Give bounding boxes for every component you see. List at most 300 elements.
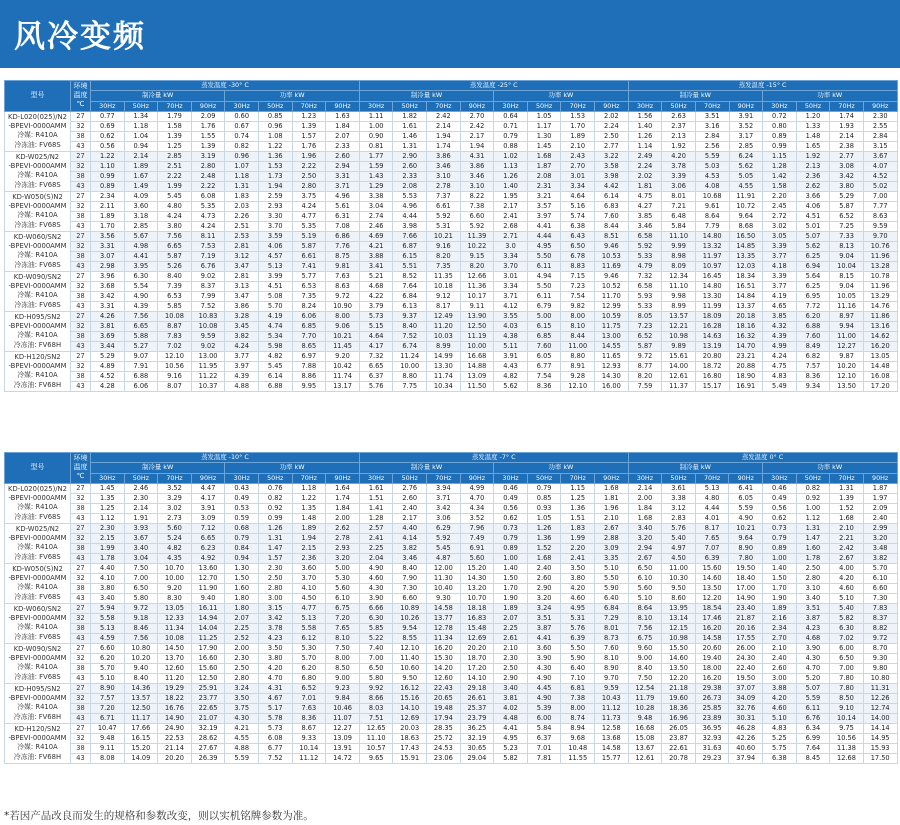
value-cell: 0.60 bbox=[225, 111, 259, 121]
value-cell: 2.24 bbox=[595, 121, 629, 131]
value-cell: 6.83 bbox=[595, 201, 629, 211]
value-cell: 9.33 bbox=[292, 733, 326, 743]
value-cell: 4.41 bbox=[494, 723, 528, 733]
value-cell: 6.08 bbox=[258, 733, 292, 743]
value-cell: 5.45 bbox=[427, 543, 461, 553]
value-cell: 16.20 bbox=[863, 341, 897, 351]
value-cell: 0.43 bbox=[225, 483, 259, 493]
value-cell: 6.65 bbox=[158, 241, 192, 251]
value-cell: 8.07 bbox=[158, 381, 192, 391]
header-frequency: 70Hz bbox=[158, 473, 192, 483]
value-cell: 1.89 bbox=[763, 603, 797, 613]
value-cell: 8.83 bbox=[561, 261, 595, 271]
value-cell: 6.77 bbox=[527, 361, 561, 371]
value-cell: 4.06 bbox=[258, 241, 292, 251]
value-cell: 16.15 bbox=[124, 733, 158, 743]
value-cell: 8.87 bbox=[158, 321, 192, 331]
table-row bbox=[5, 141, 898, 151]
value-cell: 6.88 bbox=[258, 381, 292, 391]
value-cell: 5.13 bbox=[292, 613, 326, 623]
ambient-temp-cell: 32 bbox=[71, 321, 91, 331]
value-cell: 1.12 bbox=[91, 513, 125, 523]
header-frequency: 70Hz bbox=[830, 101, 864, 111]
value-cell: 3.97 bbox=[527, 211, 561, 221]
value-cell: 2.40 bbox=[527, 563, 561, 573]
value-cell: 5.20 bbox=[796, 673, 830, 683]
value-cell: 7.02 bbox=[158, 341, 192, 351]
model-line: 冷媒: R410A bbox=[17, 543, 58, 552]
value-cell: 3.90 bbox=[527, 653, 561, 663]
value-cell: 10.46 bbox=[326, 703, 360, 713]
value-cell: 9.11 bbox=[91, 743, 125, 753]
value-cell: 23.79 bbox=[460, 713, 494, 723]
value-cell: 5.73 bbox=[258, 723, 292, 733]
value-cell: 4.90 bbox=[527, 673, 561, 683]
value-cell: 5.29 bbox=[91, 351, 125, 361]
value-cell: 3.46 bbox=[393, 553, 427, 563]
value-cell: 7.83 bbox=[863, 603, 897, 613]
value-cell: 0.82 bbox=[796, 483, 830, 493]
performance-table-high-temp bbox=[4, 452, 898, 764]
model-line: KD-L020(025)/N2 bbox=[8, 484, 67, 493]
header-power: 功率 kW bbox=[763, 463, 897, 473]
value-cell: 2.60 bbox=[393, 493, 427, 503]
value-cell: 14.36 bbox=[124, 683, 158, 693]
value-cell: 4.30 bbox=[527, 663, 561, 673]
value-cell: 3.50 bbox=[225, 693, 259, 703]
value-cell: 1.89 bbox=[91, 211, 125, 221]
value-cell: 22.61 bbox=[662, 743, 696, 753]
value-cell: 2.20 bbox=[763, 191, 797, 201]
value-cell: 4.20 bbox=[258, 663, 292, 673]
value-cell: 3.46 bbox=[427, 161, 461, 171]
model-line: 冷媒: R410A bbox=[17, 623, 58, 632]
value-cell: 4.57 bbox=[258, 251, 292, 261]
value-cell: 1.48 bbox=[796, 131, 830, 141]
value-cell: 2.50 bbox=[225, 663, 259, 673]
value-cell: 8.99 bbox=[427, 341, 461, 351]
header-frequency: 50Hz bbox=[124, 473, 158, 483]
value-cell: 5.70 bbox=[258, 301, 292, 311]
value-cell: 8.24 bbox=[292, 301, 326, 311]
value-cell: 6.50 bbox=[124, 583, 158, 593]
value-cell: 10.98 bbox=[662, 633, 696, 643]
value-cell: 20.88 bbox=[729, 361, 763, 371]
value-cell: 5.08 bbox=[258, 291, 292, 301]
value-cell: 1.92 bbox=[662, 141, 696, 151]
model-line: 冷媒: R410A bbox=[17, 503, 58, 512]
value-cell: 8.10 bbox=[561, 321, 595, 331]
value-cell: 4.26 bbox=[91, 311, 125, 321]
value-cell: 4.31 bbox=[258, 683, 292, 693]
table-row bbox=[5, 483, 898, 493]
value-cell: 12.15 bbox=[662, 623, 696, 633]
value-cell: 8.40 bbox=[393, 563, 427, 573]
table-row bbox=[5, 613, 898, 623]
value-cell: 2.48 bbox=[191, 171, 225, 181]
value-cell: 7.35 bbox=[292, 291, 326, 301]
value-cell: 3.81 bbox=[91, 321, 125, 331]
value-cell: 1.00 bbox=[359, 121, 393, 131]
value-cell: 5.35 bbox=[292, 221, 326, 231]
value-cell: 0.93 bbox=[527, 503, 561, 513]
value-cell: 6.30 bbox=[359, 613, 393, 623]
value-cell: 10.08 bbox=[158, 311, 192, 321]
value-cell: 6.11 bbox=[527, 261, 561, 271]
value-cell: 3.97 bbox=[225, 361, 259, 371]
value-cell: 5.19 bbox=[292, 231, 326, 241]
value-cell: 36.25 bbox=[460, 723, 494, 733]
value-cell: 1.22 bbox=[292, 493, 326, 503]
value-cell: 7.23 bbox=[628, 321, 662, 331]
value-cell: 8.86 bbox=[292, 371, 326, 381]
value-cell: 7.08 bbox=[326, 221, 360, 231]
value-cell: 24.30 bbox=[729, 653, 763, 663]
model-line: -BPEVI-0000AMM bbox=[8, 362, 67, 371]
table-row bbox=[5, 191, 898, 201]
value-cell: 4.40 bbox=[393, 523, 427, 533]
header-model: 型号 bbox=[5, 81, 71, 112]
model-line: 冷冻油: FV68S bbox=[14, 300, 61, 309]
value-cell: 4.55 bbox=[729, 181, 763, 191]
model-line: -BPEVI-0000AMM bbox=[8, 242, 67, 251]
value-cell: 5.01 bbox=[796, 221, 830, 231]
value-cell: 6.97 bbox=[292, 351, 326, 361]
value-cell: 9.11 bbox=[460, 301, 494, 311]
value-cell: 9.15 bbox=[460, 251, 494, 261]
value-cell: 1.70 bbox=[561, 121, 595, 131]
value-cell: 9.92 bbox=[359, 683, 393, 693]
value-cell: 21.07 bbox=[191, 713, 225, 723]
ambient-temp-cell: 32 bbox=[71, 733, 91, 743]
value-cell: 2.36 bbox=[292, 553, 326, 563]
value-cell: 4.44 bbox=[527, 231, 561, 241]
value-cell: 17.94 bbox=[427, 713, 461, 723]
value-cell: 10.30 bbox=[662, 573, 696, 583]
header-frequency: 50Hz bbox=[124, 101, 158, 111]
value-cell: 2.50 bbox=[796, 563, 830, 573]
value-cell: 13.77 bbox=[427, 613, 461, 623]
value-cell: 7.56 bbox=[124, 311, 158, 321]
value-cell: 9.20 bbox=[326, 351, 360, 361]
value-cell: 3.91 bbox=[494, 351, 528, 361]
table-row bbox=[5, 331, 898, 341]
value-cell: 9.46 bbox=[595, 271, 629, 281]
value-cell: 3.79 bbox=[359, 301, 393, 311]
value-cell: 5.60 bbox=[628, 583, 662, 593]
value-cell: 6.23 bbox=[191, 543, 225, 553]
value-cell: 12.49 bbox=[427, 311, 461, 321]
value-cell: 5.26 bbox=[158, 261, 192, 271]
value-cell: 6.85 bbox=[292, 321, 326, 331]
value-cell: 3.47 bbox=[225, 261, 259, 271]
value-cell: 1.18 bbox=[124, 121, 158, 131]
value-cell: 4.41 bbox=[124, 251, 158, 261]
value-cell: 7.19 bbox=[191, 251, 225, 261]
value-cell: 2.40 bbox=[863, 513, 897, 523]
header-frequency: 90Hz bbox=[326, 101, 360, 111]
value-cell: 2.30 bbox=[258, 563, 292, 573]
value-cell: 3.61 bbox=[662, 483, 696, 493]
value-cell: 1.80 bbox=[225, 593, 259, 603]
value-cell: 2.07 bbox=[225, 613, 259, 623]
value-cell: 10.20 bbox=[830, 361, 864, 371]
value-cell: 2.52 bbox=[225, 633, 259, 643]
value-cell: 10.00 bbox=[158, 573, 192, 583]
table-row bbox=[5, 131, 898, 141]
value-cell: 4.00 bbox=[830, 563, 864, 573]
model-line: KD-W060/SN2 bbox=[13, 232, 62, 241]
value-cell: 1.57 bbox=[258, 553, 292, 563]
value-cell: 3.46 bbox=[628, 221, 662, 231]
value-cell: 2.80 bbox=[292, 181, 326, 191]
model-line: KD-W060/SN2 bbox=[13, 604, 62, 613]
value-cell: 3.08 bbox=[830, 161, 864, 171]
value-cell: 7.81 bbox=[527, 753, 561, 763]
value-cell: 3.77 bbox=[763, 251, 797, 261]
value-cell: 3.58 bbox=[595, 161, 629, 171]
value-cell: 20.78 bbox=[662, 753, 696, 763]
value-cell: 3.59 bbox=[258, 231, 292, 241]
value-cell: 0.62 bbox=[494, 513, 528, 523]
value-cell: 2.85 bbox=[124, 221, 158, 231]
model-line: -BPEVI-0000AMM bbox=[8, 574, 67, 583]
value-cell: 2.84 bbox=[863, 131, 897, 141]
value-cell: 5.00 bbox=[326, 563, 360, 573]
value-cell: 10.18 bbox=[427, 281, 461, 291]
value-cell: 14.63 bbox=[695, 331, 729, 341]
value-cell: 5.24 bbox=[158, 533, 192, 543]
header-frequency: 90Hz bbox=[326, 473, 360, 483]
value-cell: 3.82 bbox=[225, 331, 259, 341]
value-cell: 6.15 bbox=[527, 321, 561, 331]
value-cell: 4.90 bbox=[124, 291, 158, 301]
value-cell: 0.80 bbox=[763, 121, 797, 131]
value-cell: 5.54 bbox=[124, 281, 158, 291]
value-cell: 13.30 bbox=[695, 291, 729, 301]
value-cell: 7.56 bbox=[158, 231, 192, 241]
value-cell: 8.08 bbox=[91, 753, 125, 763]
value-cell: 0.46 bbox=[494, 483, 528, 493]
value-cell: 1.40 bbox=[763, 563, 797, 573]
value-cell: 9.81 bbox=[326, 261, 360, 271]
value-cell: 11.25 bbox=[191, 633, 225, 643]
value-cell: 5.10 bbox=[763, 713, 797, 723]
value-cell: 4.73 bbox=[191, 211, 225, 221]
value-cell: 12.10 bbox=[830, 371, 864, 381]
value-cell: 9.65 bbox=[359, 753, 393, 763]
header-frequency: 50Hz bbox=[527, 101, 561, 111]
table-row bbox=[5, 553, 898, 563]
table-row bbox=[5, 503, 898, 513]
value-cell: 8.70 bbox=[863, 643, 897, 653]
value-cell: 8.75 bbox=[326, 251, 360, 261]
model-line: 冷冻油: FV68S bbox=[14, 632, 61, 641]
value-cell: 5.22 bbox=[359, 633, 393, 643]
value-cell: 2.56 bbox=[695, 141, 729, 151]
value-cell: 3.45 bbox=[225, 321, 259, 331]
value-cell: 1.55 bbox=[191, 131, 225, 141]
value-cell: 7.10 bbox=[561, 673, 595, 683]
value-cell: 3.39 bbox=[763, 271, 797, 281]
model-line: -BPEVI-0000AMM bbox=[8, 322, 67, 331]
value-cell: 3.28 bbox=[225, 311, 259, 321]
value-cell: 14.60 bbox=[695, 573, 729, 583]
value-cell: 5.88 bbox=[124, 331, 158, 341]
value-cell: 18.34 bbox=[729, 271, 763, 281]
value-cell: 4.30 bbox=[225, 713, 259, 723]
value-cell: 8.60 bbox=[662, 593, 696, 603]
value-cell: 5.33 bbox=[628, 251, 662, 261]
value-cell: 11.19 bbox=[460, 331, 494, 341]
value-cell: 8.52 bbox=[393, 271, 427, 281]
value-cell: 7.00 bbox=[863, 191, 897, 201]
value-cell: 7.39 bbox=[158, 281, 192, 291]
value-cell: 3.20 bbox=[863, 533, 897, 543]
value-cell: 3.00 bbox=[763, 673, 797, 683]
ambient-temp-cell: 38 bbox=[71, 211, 91, 221]
value-cell: 3.86 bbox=[460, 161, 494, 171]
value-cell: 2.07 bbox=[494, 613, 528, 623]
value-cell: 3.51 bbox=[695, 111, 729, 121]
value-cell: 10.80 bbox=[863, 673, 897, 683]
value-cell: 8.00 bbox=[326, 653, 360, 663]
value-cell: 11.17 bbox=[124, 713, 158, 723]
model-line: 冷媒: R410A bbox=[17, 583, 58, 592]
value-cell: 18.09 bbox=[695, 311, 729, 321]
table-row bbox=[5, 673, 898, 683]
value-cell: 4.51 bbox=[796, 211, 830, 221]
value-cell: 7.25 bbox=[830, 221, 864, 231]
value-cell: 26.39 bbox=[191, 753, 225, 763]
value-cell: 7.52 bbox=[191, 301, 225, 311]
header-frequency: 30Hz bbox=[763, 101, 797, 111]
value-cell: 3.40 bbox=[124, 543, 158, 553]
table-row bbox=[5, 211, 898, 221]
value-cell: 9.54 bbox=[393, 623, 427, 633]
value-cell: 1.68 bbox=[628, 513, 662, 523]
value-cell: 1.89 bbox=[292, 523, 326, 533]
value-cell: 8.74 bbox=[561, 713, 595, 723]
value-cell: 1.97 bbox=[863, 493, 897, 503]
value-cell: 3.42 bbox=[427, 503, 461, 513]
value-cell: 5.74 bbox=[561, 211, 595, 221]
value-cell: 9.59 bbox=[595, 683, 629, 693]
value-cell: 1.94 bbox=[427, 131, 461, 141]
value-cell: 10.98 bbox=[662, 331, 696, 341]
value-cell: 5.80 bbox=[359, 673, 393, 683]
value-cell: 0.89 bbox=[763, 543, 797, 553]
value-cell: 0.96 bbox=[225, 151, 259, 161]
value-cell: 1.57 bbox=[292, 131, 326, 141]
value-cell: 5.59 bbox=[695, 151, 729, 161]
value-cell: 6.58 bbox=[628, 281, 662, 291]
value-cell: 8.64 bbox=[695, 211, 729, 221]
value-cell: 12.10 bbox=[561, 381, 595, 391]
header-evap-temp: 蒸发温度 -7° C bbox=[359, 453, 628, 463]
value-cell: 12.60 bbox=[427, 673, 461, 683]
value-cell: 12.50 bbox=[124, 703, 158, 713]
value-cell: 6.25 bbox=[796, 251, 830, 261]
value-cell: 7.80 bbox=[830, 673, 864, 683]
value-cell: 4.17 bbox=[191, 493, 225, 503]
value-cell: 8.49 bbox=[796, 341, 830, 351]
value-cell: 3.86 bbox=[427, 151, 461, 161]
ambient-temp-cell: 32 bbox=[71, 613, 91, 623]
value-cell: 2.33 bbox=[393, 171, 427, 181]
value-cell: 8.00 bbox=[561, 703, 595, 713]
header-power: 功率 kW bbox=[225, 463, 359, 473]
value-cell: 1.15 bbox=[561, 483, 595, 493]
value-cell: 1.94 bbox=[292, 533, 326, 543]
value-cell: 3.69 bbox=[91, 331, 125, 341]
header-frequency: 70Hz bbox=[695, 473, 729, 483]
value-cell: 0.79 bbox=[225, 533, 259, 543]
value-cell: 5.23 bbox=[494, 743, 528, 753]
value-cell: 3.20 bbox=[326, 553, 360, 563]
value-cell: 13.00 bbox=[191, 351, 225, 361]
value-cell: 5.70 bbox=[91, 663, 125, 673]
value-cell: 8.20 bbox=[460, 261, 494, 271]
value-cell: 16.45 bbox=[695, 271, 729, 281]
value-cell: 1.46 bbox=[393, 131, 427, 141]
value-cell: 1.35 bbox=[91, 493, 125, 503]
value-cell: 1.45 bbox=[91, 483, 125, 493]
value-cell: 11.20 bbox=[427, 321, 461, 331]
value-cell: 9.59 bbox=[191, 331, 225, 341]
ambient-temp-cell: 27 bbox=[71, 311, 91, 321]
value-cell: 3.47 bbox=[225, 291, 259, 301]
value-cell: 22.43 bbox=[427, 683, 461, 693]
value-cell: 5.45 bbox=[158, 191, 192, 201]
value-cell: 2.80 bbox=[225, 673, 259, 683]
ambient-temp-cell: 43 bbox=[71, 753, 91, 763]
value-cell: 4.80 bbox=[695, 493, 729, 503]
value-cell: 4.22 bbox=[359, 291, 393, 301]
value-cell: 5.39 bbox=[527, 703, 561, 713]
title-bar bbox=[0, 0, 900, 68]
value-cell: 13.67 bbox=[628, 743, 662, 753]
value-cell: 5.02 bbox=[863, 181, 897, 191]
value-cell: 8.46 bbox=[124, 623, 158, 633]
header-frequency: 70Hz bbox=[830, 473, 864, 483]
header-frequency: 90Hz bbox=[863, 101, 897, 111]
value-cell: 1.36 bbox=[527, 533, 561, 543]
model-line: -BPEVI-0000AMM bbox=[8, 122, 67, 131]
value-cell: 3.90 bbox=[796, 643, 830, 653]
value-cell: 7.83 bbox=[158, 331, 192, 341]
value-cell: 7.80 bbox=[729, 553, 763, 563]
value-cell: 6.65 bbox=[191, 533, 225, 543]
value-cell: 6.12 bbox=[292, 633, 326, 643]
value-cell: 4.59 bbox=[91, 633, 125, 643]
value-cell: 1.13 bbox=[494, 161, 528, 171]
ambient-temp-cell: 32 bbox=[71, 161, 91, 171]
value-cell: 3.17 bbox=[729, 131, 763, 141]
value-cell: 6.06 bbox=[124, 381, 158, 391]
value-cell: 2.14 bbox=[830, 131, 864, 141]
value-cell: 10.83 bbox=[191, 311, 225, 321]
value-cell: 29.18 bbox=[460, 683, 494, 693]
value-cell: 3.50 bbox=[258, 643, 292, 653]
value-cell: 12.74 bbox=[863, 703, 897, 713]
value-cell: 7.00 bbox=[359, 653, 393, 663]
value-cell: 1.30 bbox=[527, 131, 561, 141]
value-cell: 6.60 bbox=[863, 583, 897, 593]
value-cell: 4.83 bbox=[763, 371, 797, 381]
value-cell: 3.42 bbox=[830, 171, 864, 181]
value-cell: 11.73 bbox=[595, 713, 629, 723]
